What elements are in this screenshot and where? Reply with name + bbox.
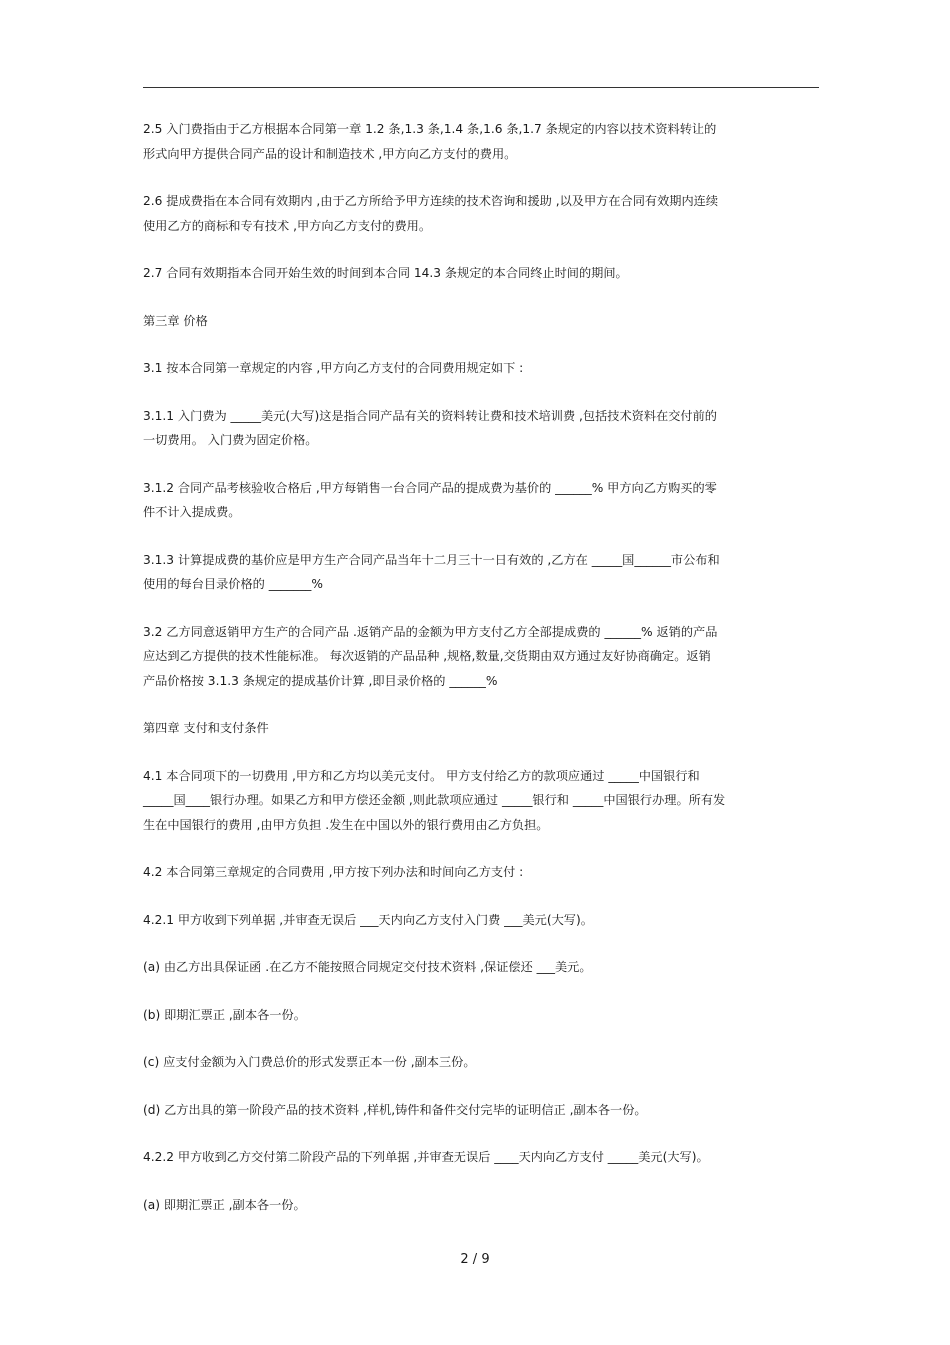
text-line: 使用乙方的商标和专有技术 ,甲方向乙方支付的费用。 (143, 218, 432, 233)
text-line: (c) 应支付金额为入门费总价的形式发票正本一份 ,副本三份。 (143, 1055, 476, 1069)
text-line: 应达到乙方提供的技术性能标准。 每次返销的产品品种 ,规格,数量,交货期由双方通过友好协商确定。返销 (143, 649, 711, 663)
text-line: 3.2 乙方同意返销甲方生产的合同产品 .返销产品的金额为甲方支付乙方全部提成费的 ______% 返销的产品 (143, 624, 718, 639)
text-line: 3.1.2 合同产品考核验收合格后 ,甲方每销售一台合同产品的提成费为基价的 ______% 甲方向乙方购买的零 (143, 480, 717, 495)
paragraph (143, 860, 819, 885)
text-line: (a) 由乙方出具保证函 .在乙方不能按照合同规定交付技术资料 ,保证偿还 ___美元。 (143, 960, 592, 974)
document-body (143, 117, 819, 1240)
page-number: 2 / 9 (460, 1252, 490, 1267)
paragraph (143, 764, 819, 838)
text-line: 3.1.3 计算提成费的基价应是甲方生产合同产品当年十二月三十一日有效的 ,乙方在 _____国______市公布和 (143, 552, 720, 567)
text-line: 形式向甲方提供合同产品的设计和制造技术 ,甲方向乙方支付的费用。 (143, 146, 517, 161)
text-line: 4.2 本合同第三章规定的合同费用 ,甲方按下列办法和时间向乙方支付 : (143, 865, 524, 879)
text-line: 使用的每台目录价格的 _______% (143, 577, 323, 591)
text-line: 生在中国银行的费用 ,由甲方负担 .发生在中国以外的银行费用由乙方负担。 (143, 817, 549, 832)
text-line: 第三章 价格 (143, 313, 208, 328)
text-line: 4.2.2 甲方收到乙方交付第二阶段产品的下列单据 ,并审查无误后 ____天内向乙方支付 _____美元(大写)。 (143, 1150, 709, 1164)
paragraph (143, 1193, 819, 1218)
text-line: 3.1.1 入门费为 _____美元(大写)这是指合同产品有关的资料转让费和技术培训费 ,包括技术资料在交付前的 (143, 408, 717, 423)
paragraph (143, 716, 819, 741)
text-line: 第四章 支付和支付条件 (143, 721, 269, 735)
text-line: 2.5 入门费指由于乙方根据本合同第一章 1.2 条,1.3 条,1.4 条,1.6 条,1.7 条规定的内容以技术资料转让的 (143, 122, 717, 136)
text-line: 3.1 按本合同第一章规定的内容 ,甲方向乙方支付的合同费用规定如下 : (143, 361, 524, 375)
text-line: 2.6 提成费指在本合同有效期内 ,由于乙方所给予甲方连续的技术咨询和援助 ,以及甲方在合同有效期内连续 (143, 194, 719, 208)
text-line: 件不计入提成费。 (143, 505, 241, 519)
text-line: 2.7 合同有效期指本合同开始生效的时间到本合同 14.3 条规定的本合同终止时间的期间。 (143, 266, 628, 280)
paragraph (143, 620, 819, 694)
text-line: 4.1 本合同项下的一切费用 ,甲方和乙方均以美元支付。 甲方支付给乙方的款项应通过 _____中国银行和 (143, 768, 700, 783)
paragraph (143, 908, 819, 933)
text-line: 产品价格按 3.1.3 条规定的提成基价计算 ,即目录价格的 ______% (143, 673, 498, 688)
text-line: (d) 乙方出具的第一阶段产品的技术资料 ,样机,铸件和备件交付完毕的证明信正 ,副本各一份。 (143, 1102, 647, 1117)
paragraph (143, 1098, 819, 1123)
text-line: 4.2.1 甲方收到下列单据 ,并审查无误后 ___天内向乙方支付入门费 ___美元(大写)。 (143, 912, 593, 927)
paragraph (143, 1145, 819, 1170)
text-line: _____国____银行办理。如果乙方和甲方偿还金额 ,则此款项应通过 _____银行和 _____中国银行办理。所有发 (143, 793, 726, 807)
paragraph (143, 955, 819, 980)
paragraph (143, 117, 819, 166)
paragraph (143, 1050, 819, 1075)
paragraph (143, 404, 819, 453)
paragraph (143, 548, 819, 597)
text-line: (b) 即期汇票正 ,副本各一份。 (143, 1007, 306, 1022)
header-rule (143, 87, 819, 88)
paragraph (143, 476, 819, 525)
paragraph (143, 189, 819, 238)
text-line: 一切费用。 入门费为固定价格。 (143, 433, 318, 447)
paragraph (143, 309, 819, 334)
paragraph (143, 1003, 819, 1028)
text-line: (a) 即期汇票正 ,副本各一份。 (143, 1197, 306, 1212)
paragraph (143, 261, 819, 286)
paragraph (143, 356, 819, 381)
